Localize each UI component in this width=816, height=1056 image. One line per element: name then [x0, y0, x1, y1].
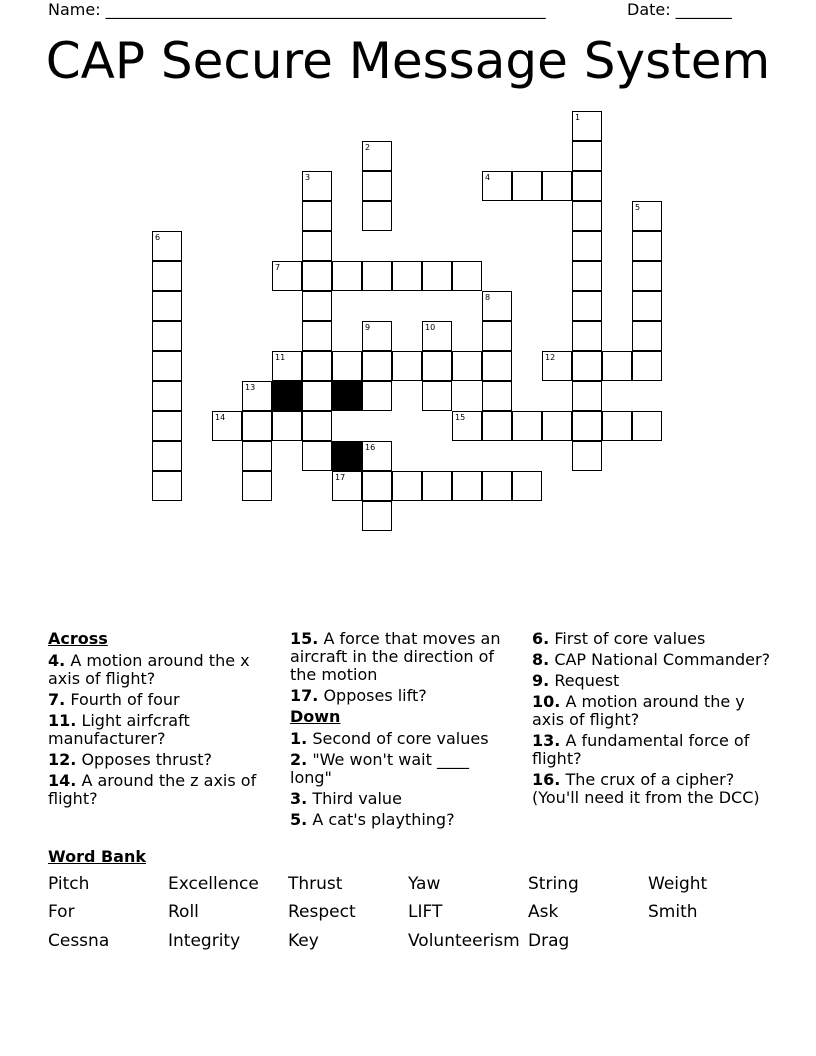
date-field: Date: _______ [627, 0, 732, 19]
crossword-cell[interactable] [482, 351, 512, 381]
clues-column-3 [532, 630, 777, 810]
crossword-cell[interactable] [302, 291, 332, 321]
word-bank-item: Volunteerism [408, 931, 520, 951]
clue-number-label: 15 [455, 413, 466, 422]
crossword-cell[interactable] [362, 501, 392, 531]
crossword-cell[interactable] [422, 471, 452, 501]
crossword-cell[interactable] [362, 381, 392, 411]
word-bank-item: Integrity [168, 931, 241, 951]
crossword-cell[interactable] [242, 411, 272, 441]
crossword-black-cell [272, 381, 302, 411]
crossword-cell[interactable] [152, 291, 182, 321]
crossword-cell[interactable] [452, 261, 482, 291]
crossword-cell[interactable] [332, 261, 362, 291]
crossword-cell[interactable] [572, 351, 602, 381]
crossword-cell[interactable] [572, 381, 602, 411]
clue-down-9: 9. Request [532, 671, 620, 690]
clue-down-5: 5. A cat's plaything? [290, 810, 455, 829]
crossword-cell[interactable] [542, 171, 572, 201]
clue-down-13: 13. A fundamental force of flight? [532, 731, 750, 768]
word-bank-item: For [48, 902, 75, 922]
word-bank-heading: Word Bank [48, 847, 147, 866]
clues-column-2 [290, 630, 515, 832]
crossword-cell[interactable] [542, 411, 572, 441]
name-field: Name: _______________________________________________________ [48, 0, 546, 19]
crossword-cell[interactable] [632, 351, 662, 381]
crossword-cell[interactable] [482, 321, 512, 351]
crossword-cell[interactable] [362, 261, 392, 291]
page-title: CAP Secure Message System [45, 32, 771, 90]
word-bank-item: Yaw [408, 874, 441, 894]
crossword-cell[interactable] [572, 291, 602, 321]
clue-across-11: 11. Light airfcraft manufacturer? [48, 711, 190, 748]
word-bank-item: Weight [648, 874, 708, 894]
crossword-cell[interactable] [362, 201, 392, 231]
crossword-cell[interactable] [332, 351, 362, 381]
crossword-cell[interactable] [422, 381, 452, 411]
clue-down-2: 2. "We won't wait ____ long" [290, 750, 469, 787]
clue-number-label: 9 [365, 323, 371, 332]
crossword-cell[interactable] [602, 411, 632, 441]
crossword-cell[interactable] [242, 471, 272, 501]
clue-across-7: 7. Fourth of four [48, 690, 180, 709]
word-bank-item: Smith [648, 902, 698, 922]
clues-column-1 [48, 630, 273, 811]
clue-number-label: 14 [215, 413, 226, 422]
crossword-cell[interactable] [302, 441, 332, 471]
clue-number-label: 10 [425, 323, 436, 332]
crossword-cell[interactable] [482, 471, 512, 501]
crossword-cell[interactable] [392, 351, 422, 381]
clue-across-14: 14. A around the z axis of flight? [48, 771, 257, 808]
word-bank-item: Excellence [168, 874, 259, 894]
clue-number-label: 6 [155, 233, 161, 242]
crossword-cell[interactable] [632, 231, 662, 261]
clue-across-4: 4. A motion around the x axis of flight? [48, 651, 250, 688]
clue-number-label: 13 [245, 383, 256, 392]
crossword-cell[interactable] [152, 321, 182, 351]
crossword-cell[interactable] [572, 141, 602, 171]
crossword-cell[interactable] [572, 411, 602, 441]
clue-number-label: 1 [575, 113, 581, 122]
crossword-cell[interactable] [392, 261, 422, 291]
clue-across-12: 12. Opposes thrust? [48, 750, 212, 769]
word-bank-item: Roll [168, 902, 199, 922]
clue-number-label: 2 [365, 143, 371, 152]
clue-down-16: 16. The crux of a cipher? (You'll need it from the DCC) [532, 770, 760, 807]
crossword-cell[interactable] [512, 411, 542, 441]
crossword-cell[interactable] [362, 471, 392, 501]
crossword-cell[interactable] [362, 351, 392, 381]
word-bank-item: Thrust [288, 874, 343, 894]
crossword-cell[interactable] [512, 471, 542, 501]
clue-number-label: 17 [335, 473, 346, 482]
clue-down-10: 10. A motion around the y axis of flight? [532, 692, 745, 729]
clue-down-6: 6. First of core values [532, 629, 706, 648]
clue-down-8: 8. CAP National Commander? [532, 650, 771, 669]
clue-down-1: 1. Second of core values [290, 729, 489, 748]
crossword-cell[interactable] [302, 231, 332, 261]
crossword-cell[interactable] [512, 171, 542, 201]
crossword-cell[interactable] [632, 291, 662, 321]
word-bank-item: Cessna [48, 931, 110, 951]
clue-number-label: 5 [635, 203, 641, 212]
crossword-cell[interactable] [302, 411, 332, 441]
word-bank-item: String [528, 874, 579, 894]
clue-number-label: 4 [485, 173, 491, 182]
clue-number-label: 8 [485, 293, 491, 302]
crossword-cell[interactable] [392, 471, 422, 501]
crossword-cell[interactable] [152, 411, 182, 441]
crossword-cell[interactable] [572, 201, 602, 231]
word-bank-item: Key [288, 931, 319, 951]
crossword-cell[interactable] [302, 351, 332, 381]
crossword-cell[interactable] [632, 411, 662, 441]
crossword-cell[interactable] [632, 321, 662, 351]
crossword-cell[interactable] [302, 261, 332, 291]
clue-number-label: 7 [275, 263, 281, 272]
word-bank-item: LIFT [408, 902, 443, 922]
crossword-cell[interactable] [272, 411, 302, 441]
crossword-cell[interactable] [482, 411, 512, 441]
crossword-cell[interactable] [362, 171, 392, 201]
crossword-cell[interactable] [152, 381, 182, 411]
crossword-cell[interactable] [422, 351, 452, 381]
clue-down-3: 3. Third value [290, 789, 402, 808]
crossword-cell[interactable] [572, 231, 602, 261]
crossword-cell[interactable] [602, 351, 632, 381]
crossword-cell[interactable] [152, 261, 182, 291]
crossword-cell[interactable] [302, 201, 332, 231]
crossword-cell[interactable] [572, 321, 602, 351]
crossword-cell[interactable] [632, 261, 662, 291]
crossword-cell[interactable] [572, 171, 602, 201]
crossword-cell[interactable] [572, 261, 602, 291]
clue-number-label: 12 [545, 353, 556, 362]
crossword-cell[interactable] [152, 441, 182, 471]
clue-number-label: 3 [305, 173, 311, 182]
clue-number-label: 11 [275, 353, 286, 362]
clue-across-17: 17. Opposes lift? [290, 686, 427, 705]
crossword-cell[interactable] [302, 321, 332, 351]
clue-number-label: 16 [365, 443, 376, 452]
clue-across-15: 15. A force that moves an aircraft in the direction of the motion [290, 629, 501, 684]
crossword-cell[interactable] [242, 441, 272, 471]
word-bank-item: Ask [528, 902, 559, 922]
word-bank-item: Pitch [48, 874, 90, 894]
crossword-cell[interactable] [572, 441, 602, 471]
crossword-cell[interactable] [302, 381, 332, 411]
crossword-cell[interactable] [452, 351, 482, 381]
crossword-cell[interactable] [422, 261, 452, 291]
word-bank-item: Drag [528, 931, 570, 951]
crossword-black-cell [332, 381, 362, 411]
crossword-cell[interactable] [452, 471, 482, 501]
crossword-cell[interactable] [152, 351, 182, 381]
crossword-cell[interactable] [152, 471, 182, 501]
across-heading: Across [48, 629, 108, 648]
crossword-cell[interactable] [482, 381, 512, 411]
word-bank-item: Respect [288, 902, 356, 922]
down-heading: Down [290, 707, 341, 726]
crossword-black-cell [332, 441, 362, 471]
